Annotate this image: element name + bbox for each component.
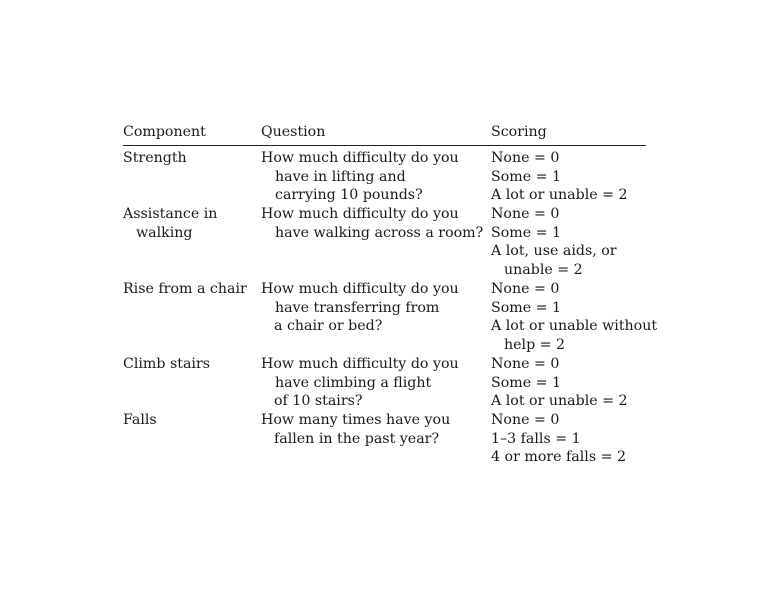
table-row	[123, 280, 658, 355]
assessment-table	[123, 122, 658, 467]
question-cell: How much difficulty do you have transferring from a chair or bed?	[261, 281, 459, 335]
scoring-cell: None = 0 Some = 1 A lot, use aids, or unable = 2	[491, 206, 617, 278]
scoring-cell: None = 0 Some = 1 A lot or unable = 2	[491, 150, 628, 204]
component-cell: Falls	[123, 412, 157, 428]
component-cell: Assistance in walking	[123, 206, 218, 241]
table-row	[123, 355, 646, 411]
question-cell: How much difficulty do you have in lifting and carrying 10 pounds?	[261, 150, 459, 204]
table-row	[123, 411, 646, 467]
question-cell: How much difficulty do you have walking across a room?	[261, 206, 484, 241]
header-question: Question	[261, 124, 326, 140]
table-header	[123, 122, 646, 146]
scoring-cell: None = 0 Some = 1 A lot or unable without help = 2	[491, 281, 658, 353]
component-cell: Strength	[123, 150, 187, 166]
header-scoring: Scoring	[491, 124, 547, 140]
header-component: Component	[123, 124, 206, 140]
question-cell: How much difficulty do you have climbing a flight of 10 stairs?	[261, 356, 459, 410]
scoring-cell: None = 0 Some = 1 A lot or unable = 2	[491, 356, 628, 410]
scoring-cell: None = 0 1–3 falls = 1 4 or more falls = 2	[491, 412, 627, 466]
component-cell: Rise from a chair	[123, 281, 247, 297]
table-row	[123, 205, 646, 280]
question-cell: How many times have you fallen in the past year?	[261, 412, 451, 447]
table-row	[123, 149, 646, 205]
component-cell: Climb stairs	[123, 356, 211, 372]
